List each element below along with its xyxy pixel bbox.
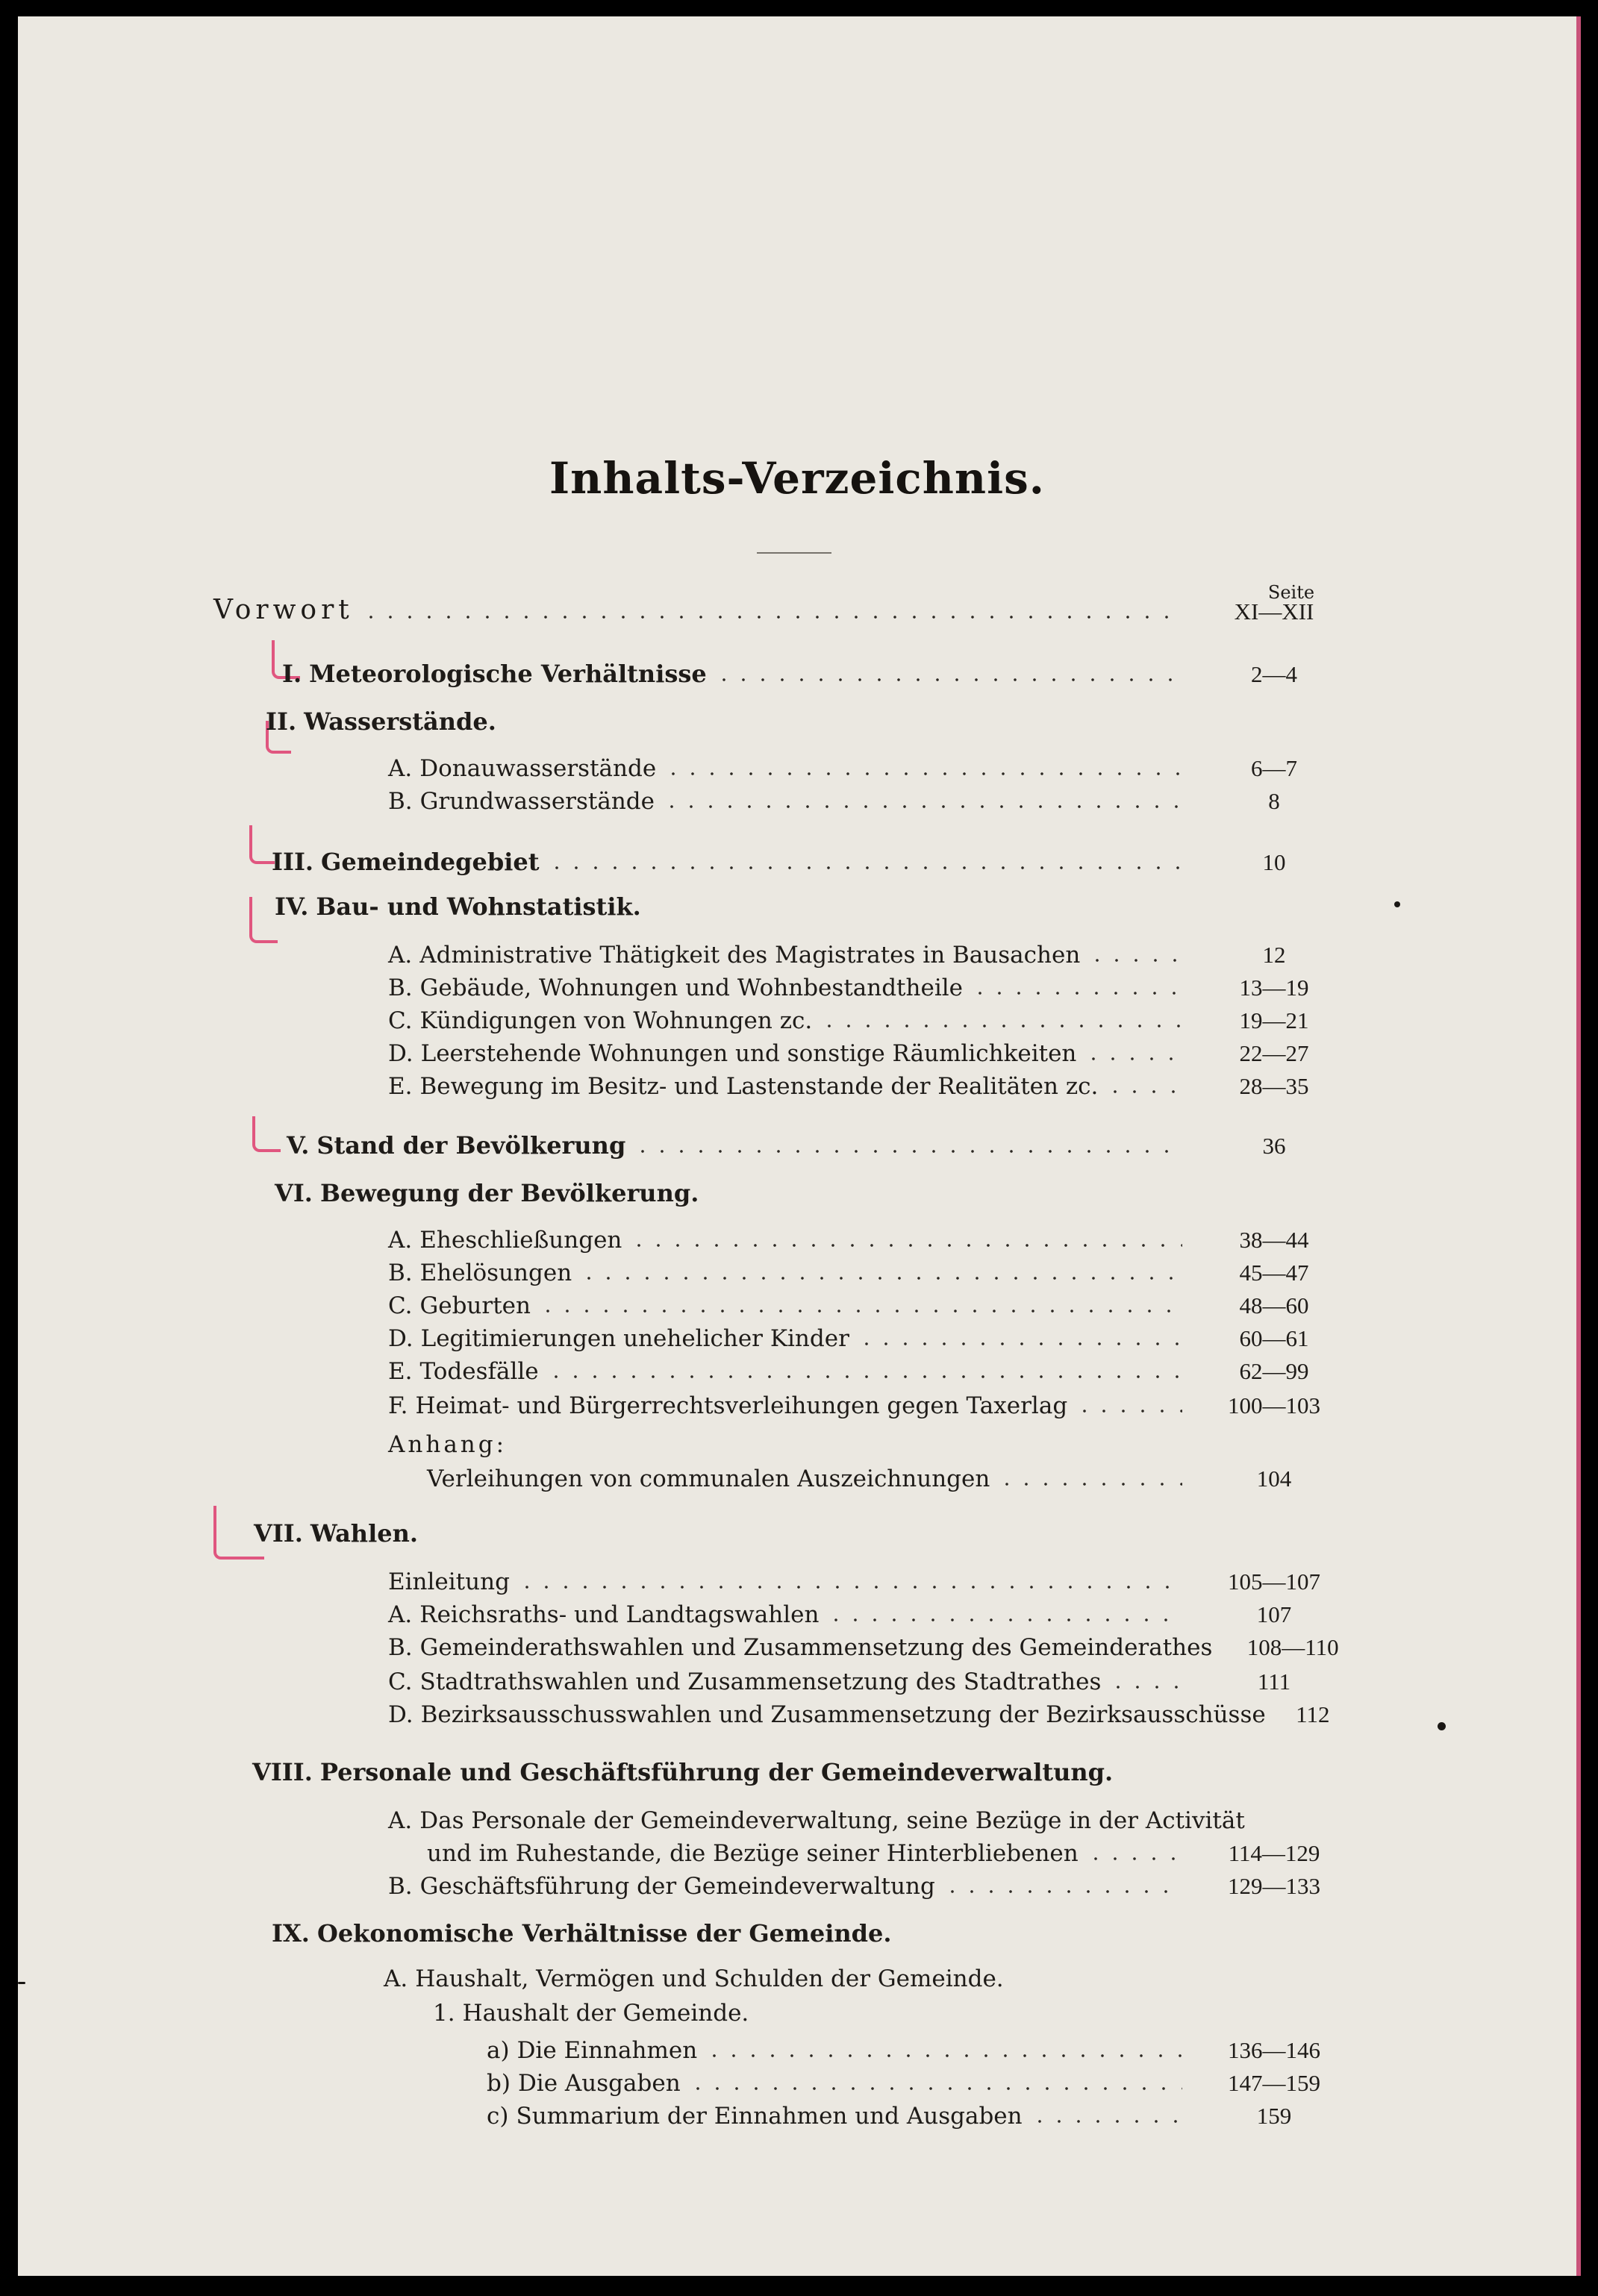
toc-page-number: XI—XII xyxy=(1234,598,1314,625)
toc-entry-label: Wasserstände. xyxy=(304,707,496,736)
toc-entry-number: III. xyxy=(272,848,314,876)
toc-entry xyxy=(388,1386,1352,1419)
toc-page-number: 100—103 xyxy=(1228,1392,1320,1418)
toc-page-number: 38—44 xyxy=(1239,1227,1309,1253)
toc-entry-number: c) xyxy=(487,2103,509,2130)
toc-entry-label: Legitimierungen unehelicher Kinder xyxy=(420,1325,849,1352)
toc-entry-number: VII. xyxy=(254,1519,303,1548)
toc-entry-label: Gebäude, Wohnungen und Wohnbestandtheile xyxy=(419,975,964,1001)
toc-entry-number: B. xyxy=(388,1260,413,1286)
toc-page-number: 10 xyxy=(1262,849,1286,875)
toc-entry-label: Ehelösungen xyxy=(419,1260,572,1286)
toc-entry-label: Bau- und Wohnstatistik. xyxy=(316,892,641,921)
toc-entry-number: A. xyxy=(388,1807,413,1834)
toc-entry-label: Gemeindegebiet xyxy=(321,848,540,876)
toc-entry-number: VIII. xyxy=(252,1758,313,1786)
dot-leader xyxy=(1086,1857,1182,1860)
toc-entry-number: 1. xyxy=(433,2000,455,2027)
dot-leader xyxy=(1030,2120,1182,2123)
toc-entry xyxy=(388,969,1352,1001)
toc-page-number: 48—60 xyxy=(1239,1292,1309,1319)
toc-entry-label: Kündigungen von Wohnungen zc. xyxy=(419,1007,813,1034)
toc-page-number: 2—4 xyxy=(1251,661,1297,687)
margin-mark xyxy=(252,1116,281,1152)
toc-entry xyxy=(487,2064,1352,2097)
toc-entry-number: B. xyxy=(388,975,413,1001)
toc-entry-label: Verleihungen von communalen Auszeichnungen xyxy=(427,1466,990,1492)
toc-entry-label: Geschäftsführung der Gemeindeverwaltung xyxy=(419,1873,935,1900)
toc-entry xyxy=(427,1460,1352,1492)
toc-entry xyxy=(388,1254,1352,1286)
toc-entry-number: a) xyxy=(487,2037,510,2064)
toc-entry-number: C. xyxy=(388,1292,413,1319)
ink-speck xyxy=(1438,1722,1446,1730)
toc-entry-label: Summarium der Einnahmen und Ausgaben xyxy=(516,2103,1023,2130)
toc-entry xyxy=(388,1221,1352,1254)
toc-page-number: 108—110 xyxy=(1246,1634,1339,1660)
toc-page-number: 114—129 xyxy=(1228,1840,1320,1866)
toc-entry-label: Administrative Thätigkeit des Magistrates in Bausachen xyxy=(419,942,1081,969)
toc-page-number: 22—27 xyxy=(1239,1040,1309,1066)
toc-entry-label: Bewegung im Besitz- und Lastenstande der Realitäten zc. xyxy=(419,1073,1099,1100)
toc-entry-label: Anhang: xyxy=(388,1431,508,1458)
title-divider xyxy=(757,552,831,554)
dot-leader xyxy=(662,805,1182,808)
toc-entry xyxy=(388,1695,1352,1728)
toc-entry xyxy=(388,782,1352,815)
toc-entry-label: Bewegung der Bevölkerung. xyxy=(319,1179,699,1207)
toc-page-number: 13—19 xyxy=(1239,975,1309,1001)
document-page xyxy=(18,16,1581,2276)
toc-entry-section-v xyxy=(287,1127,1352,1160)
ink-speck xyxy=(1394,901,1400,907)
dot-leader xyxy=(1084,1057,1182,1060)
toc-entry-label: Die Ausgaben xyxy=(517,2070,681,2097)
toc-entry-number: D. xyxy=(388,1325,413,1352)
toc-entry-number: IV. xyxy=(275,892,309,921)
toc-page-number: 129—133 xyxy=(1228,1873,1320,1899)
toc-entry-section-i xyxy=(282,655,1352,688)
dot-leader xyxy=(361,616,1182,619)
page-sheet xyxy=(18,16,1576,2276)
toc-entry-number: I. xyxy=(282,660,302,688)
toc-entry xyxy=(388,1662,1352,1695)
toc-page-number: 45—47 xyxy=(1239,1260,1309,1286)
toc-entry xyxy=(388,1352,1352,1385)
toc-entry-number: D. xyxy=(388,1040,413,1067)
toc-entry-label: Heimat- und Bürgerrechtsverleihungen gegen Taxerlag xyxy=(415,1392,1068,1419)
toc-entry-label: Haushalt der Gemeinde. xyxy=(462,2000,749,2027)
dot-leader xyxy=(629,1244,1182,1247)
toc-page-number: 19—21 xyxy=(1239,1007,1309,1033)
dot-leader xyxy=(1087,959,1182,962)
dot-leader xyxy=(1108,1686,1182,1689)
toc-entry xyxy=(388,1801,1352,1834)
toc-entry-label: Bezirksausschusswahlen und Zusammensetzung der Bezirksausschüsse xyxy=(420,1701,1266,1728)
dot-leader xyxy=(970,992,1182,995)
toc-entry-label: Eheschließungen xyxy=(419,1227,622,1254)
toc-page-number: 60—61 xyxy=(1239,1325,1309,1351)
dot-leader xyxy=(538,1310,1182,1313)
toc-entry xyxy=(388,1867,1352,1900)
toc-entry xyxy=(388,1001,1352,1034)
toc-entry-label: Wahlen. xyxy=(310,1519,418,1548)
toc-entry-label: Haushalt, Vermögen und Schulden der Gemeinde. xyxy=(415,1965,1004,1992)
toc-page-number: 6—7 xyxy=(1251,755,1297,781)
dot-leader xyxy=(633,1150,1182,1153)
toc-entry-number: A. xyxy=(384,1965,408,1992)
toc-page-number: 107 xyxy=(1256,1601,1292,1627)
dot-leader xyxy=(857,1342,1182,1345)
toc-page-number: 147—159 xyxy=(1228,2070,1320,2096)
toc-entry-section-vii xyxy=(254,1515,1352,1548)
page-title: Inhalts-Verzeichnis. xyxy=(549,453,1045,504)
toc-entry xyxy=(388,936,1352,969)
toc-page-number: 28—35 xyxy=(1239,1073,1309,1099)
toc-entry-label: Gemeinderathswahlen und Zusammensetzung des Gemeinderathes xyxy=(419,1634,1213,1661)
margin-mark xyxy=(249,825,275,864)
dot-leader xyxy=(1105,1090,1182,1093)
toc-page-number: 105—107 xyxy=(1228,1568,1320,1595)
toc-entry xyxy=(384,1959,1352,1992)
toc-page-number: 112 xyxy=(1296,1701,1330,1727)
toc-entry-number: IX. xyxy=(272,1919,310,1948)
toc-entry-number: A. xyxy=(388,1227,413,1254)
toc-entry-number: B. xyxy=(388,1873,413,1900)
toc-entry-number: D. xyxy=(388,1701,413,1728)
toc-entry-section-ii xyxy=(266,703,1352,736)
toc-entry-number: C. xyxy=(388,1668,413,1695)
dot-leader xyxy=(820,1025,1182,1027)
toc-entry-number: VI. xyxy=(275,1179,313,1207)
dot-leader xyxy=(997,1483,1182,1486)
toc-entry xyxy=(427,1834,1352,1867)
toc-entry-label: und im Ruhestande, die Bezüge seiner Hinterbliebenen xyxy=(427,1840,1079,1867)
toc-entry-section-iii xyxy=(272,843,1352,876)
toc-entry-label: Reichsraths- und Landtagswahlen xyxy=(419,1601,820,1628)
toc-entry-number: b) xyxy=(487,2070,511,2097)
toc-entry-number: A. xyxy=(388,1601,413,1628)
toc-entry-label: Stand der Bevölkerung xyxy=(316,1131,626,1160)
dot-leader xyxy=(688,2087,1182,2090)
toc-entry xyxy=(487,2031,1352,2064)
toc-entry xyxy=(487,2097,1352,2130)
toc-entry-section-vi xyxy=(275,1174,1352,1207)
toc-entry-label: Meteorologische Verhältnisse xyxy=(309,660,707,688)
toc-entry-label: Geburten xyxy=(419,1292,531,1319)
toc-page-number: 111 xyxy=(1257,1668,1291,1695)
dot-leader xyxy=(517,1586,1182,1589)
toc-entry-label: Vorwort xyxy=(213,595,354,625)
toc-entry-section-viii xyxy=(252,1754,1352,1786)
toc-entry xyxy=(388,1067,1352,1100)
toc-entry-section-iv xyxy=(275,888,1352,921)
toc-entry-label: Das Personale der Gemeindeverwaltung, seine Bezüge in der Activität xyxy=(419,1807,1245,1834)
toc-page-number: 12 xyxy=(1262,942,1286,968)
toc-entry-number: C. xyxy=(388,1007,413,1034)
dot-leader xyxy=(714,678,1182,681)
toc-entry xyxy=(388,1595,1352,1628)
toc-entry-number: F. xyxy=(388,1392,408,1419)
toc-entry-anhang xyxy=(388,1425,1352,1458)
toc-entry-number: E. xyxy=(388,1073,413,1100)
toc-entry-label: Todesfälle xyxy=(419,1358,539,1385)
dot-leader xyxy=(547,866,1182,869)
toc-entry xyxy=(388,1628,1352,1661)
dot-leader xyxy=(943,1890,1182,1893)
toc-entry xyxy=(388,1563,1352,1595)
toc-entry-number: A. xyxy=(388,942,413,969)
toc-entry-number: B. xyxy=(388,1634,413,1661)
toc-entry-vorwort xyxy=(213,592,1352,625)
toc-page-number: 62—99 xyxy=(1239,1358,1309,1384)
toc-page-number: 104 xyxy=(1256,1466,1292,1492)
toc-entry xyxy=(433,1994,1352,2027)
dot-leader xyxy=(579,1277,1182,1280)
toc-entry xyxy=(388,1034,1352,1067)
toc-entry-number: A. xyxy=(388,755,413,782)
ink-speck xyxy=(18,1982,25,1984)
toc-page-number: 8 xyxy=(1268,788,1280,814)
toc-entry xyxy=(388,1319,1352,1352)
toc-page-number: 136—146 xyxy=(1228,2037,1320,2063)
toc-entry-label: Donauwasserstände xyxy=(419,755,657,782)
toc-entry-label: Personale und Geschäftsführung der Gemeindeverwaltung. xyxy=(319,1758,1114,1786)
dot-leader xyxy=(664,772,1182,775)
toc-entry-label: Einleitung xyxy=(388,1568,510,1595)
toc-entry xyxy=(388,1286,1352,1319)
toc-entry-number: E. xyxy=(388,1358,413,1385)
page-column-header: Seite xyxy=(1267,582,1315,603)
dot-leader xyxy=(1075,1410,1182,1413)
toc-entry xyxy=(388,749,1352,782)
dot-leader xyxy=(705,2054,1182,2057)
toc-entry-label: Oekonomische Verhältnisse der Gemeinde. xyxy=(316,1919,892,1948)
dot-leader xyxy=(826,1618,1182,1621)
toc-entry-label: Leerstehende Wohnungen und sonstige Räumlichkeiten xyxy=(420,1040,1077,1067)
toc-entry-label: Grundwasserstände xyxy=(419,788,655,815)
toc-entry-number: V. xyxy=(287,1131,310,1160)
toc-page-number: 159 xyxy=(1256,2103,1292,2129)
dot-leader xyxy=(546,1375,1182,1378)
margin-mark xyxy=(249,897,278,943)
toc-entry-number: II. xyxy=(266,707,297,736)
toc-page-number: 36 xyxy=(1262,1133,1286,1159)
toc-entry-label: Die Einnahmen xyxy=(516,2037,698,2064)
toc-entry-section-ix xyxy=(272,1915,1352,1948)
toc-entry-label: Stadtrathswahlen und Zusammensetzung des Stadtrathes xyxy=(419,1668,1102,1695)
toc-entry-number: B. xyxy=(388,788,413,815)
